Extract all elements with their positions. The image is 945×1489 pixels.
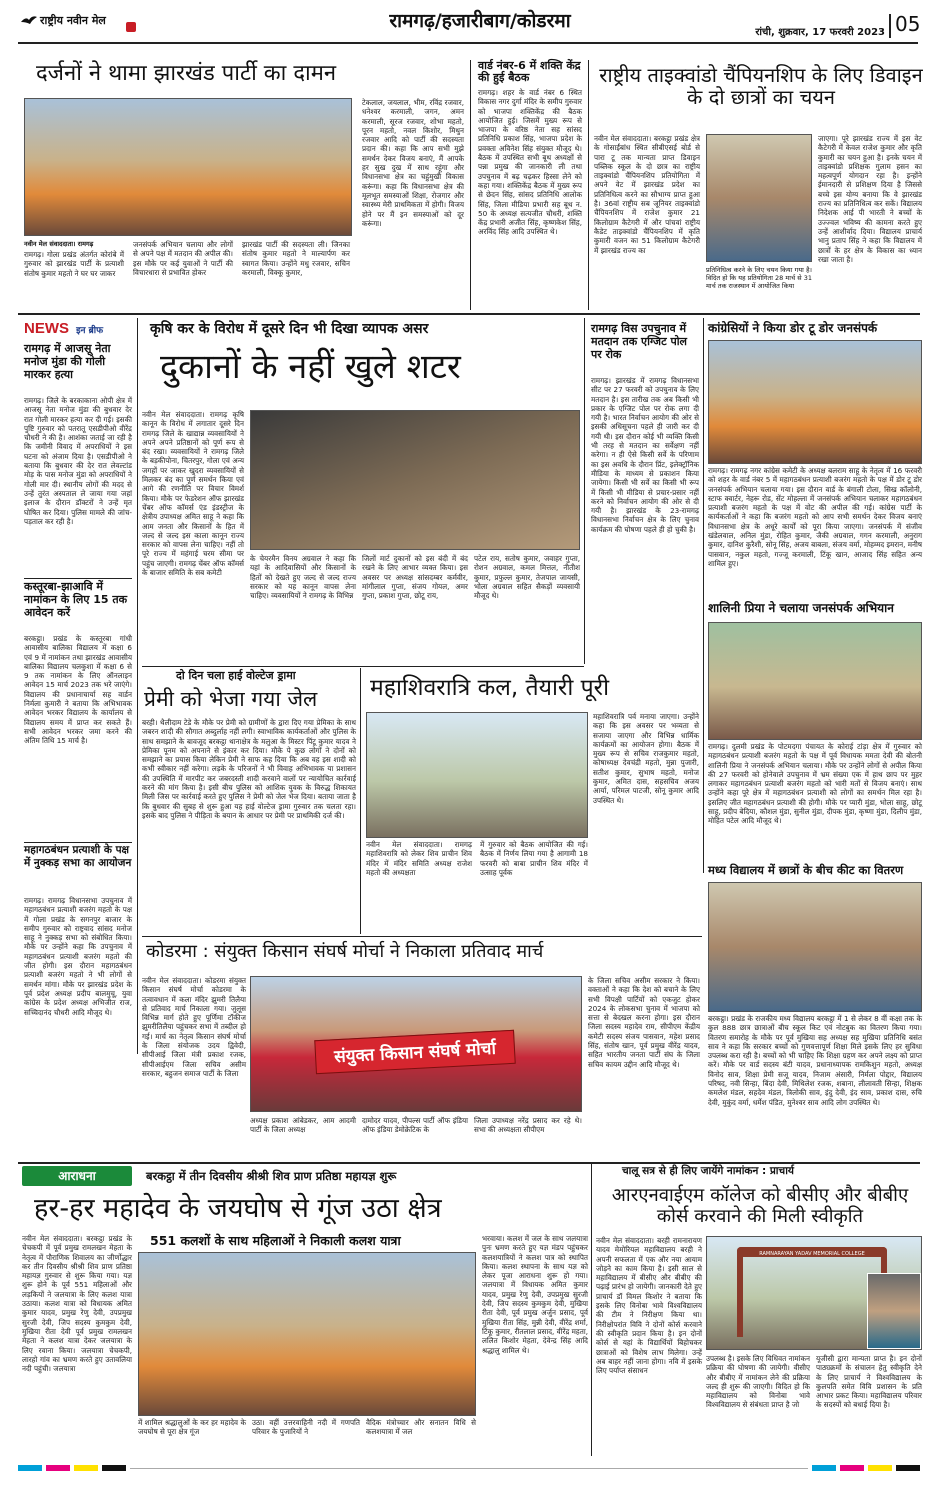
koderma-col4: के जिला सचिव असीम सरकार ने किया। वक्ताओं ने कहा कि देश को बचाने के लिए सभी विपक्षी पार्टियों को एकजुट होकर 2024 के लोकसभा चुनाव में भाजपा को सत्ता से बेदखल करना होगा। इस दौरान जिला सदस्य महादेव राम, सीपीएम केंद्रीय कमेटी सदस्य संजय पासवान, महेश प्रसाद सिंह, संतोष खान, पूर्व प्रमुख वीरेंद्र यादव, सहित भारतीय जनता पार्टी संघ के जिला सचिव कायम उद्दीन आदि मौजूद थे। <box>588 976 703 1069</box>
jmm-col4: टेकलाल, जयलाल, भीम, रविंद्र रजवार, धनेश्वर करमाली, जगन, अमन करमाली, सूरज रजवार, शोभा महतो, पूरन महतो, नवल किशोर, मिथुन रजवार आदि को पार्टी की सदस्यता प्रदान की। कहा कि आप सभी मुझे समर्थन देकर विजय बनाएं, मैं आपके हर सुख दुख में साथ रहूंगा और विधानसभा क्षेत्र का चहुंमुखी विकास करूंगा। कहा कि विधानसभा क्षेत्र की मूलभूत समस्याओं शिक्षा, रोजगार और स्वास्थ्य मेरी प्राथमिकता में होगी। विजय होने पर मैं इन समस्याओं को दूर करूंगा। <box>362 98 467 228</box>
schoolkit-body: बरकट्ठा। प्रखंड के राजकीय मध्य विद्यालय बरकट्ठा में 1 से लेकर 8 वीं कक्षा तक के कुल 888 छात्र छात्राओं बीच स्कूल किट एवं नोटबुक का वितरण किया गया। वितरण समारोह के मौके पर पूर्व मुखिया सह अध्यक्ष सह मुखिया प्रतिनिधि बसंत साव ने कहा कि सरकार बच्चों को गुणवत्तापूर्ण शिक्षा मिले इसके लिए हर सुविधा उपलब्ध करा रही है। बच्चों को भी चाहिए कि शिक्षा ग्रहण कर अपने लक्ष्य को प्राप्त करें। मौके पर वार्ड सदस्य बंटी यादव, प्रधानाध्यापक रामकिशुन महतो, अध्यक्ष विनोद साव, शिक्षा प्रेमी सजू यादव, निजाम अंसारी, निर्मला पोद्दार, विद्यालय परिषद, नवी सिन्हा, बिंदा देवी, मिथिलेश रजक, शबाना, लीलावती सिन्हा, शिक्षक कमलेश मंडल, सहदेव मंडल, त्रिलोकी साव, इंदु देवी, इंद साव, प्रकाश दास, रुचि देवी, मुकुंद वर्मा, धर्मेश पंडित, मुनेश्वर साव आदि लोग उपस्थित थे। <box>708 1014 925 1107</box>
koderma-headline: कोडरमा : संयुक्त किसान संघर्ष मोर्चा ने निकाला प्रतिवाद मार्च <box>146 941 544 962</box>
brief-rule-1 <box>24 578 132 579</box>
shutter-kicker: कृषि कर के विरोध में दूसरे दिन भी दिखा व्यापक असर <box>150 321 429 337</box>
aradhana-kicker: बरकट्ठा में तीन दिवसीय श्रीश्री शिव प्राण प्रतिष्ठा महायज्ञ शुरू <box>146 1169 397 1183</box>
koderma-caption3: जिला उपाध्यक्ष नरेंद्र प्रसाद कर रहे थे। सभा की अध्यक्षता सीपीएम <box>474 1116 585 1135</box>
vrule-d <box>703 318 704 873</box>
shutter-col3: पटेल राय, सतोष कुमार, जवाहर गुप्ता, रोशन अग्रवाल, कमल मित्तल, नीतीश कुमार, प्रफुल्ल कुमार, तेजपाल जायसी, भोला अग्रवाल सहित सैकड़ों व्यवसायी मौजूद थे। <box>474 554 583 601</box>
taekwondo-col3: जाएगा। पूरे झारखंड राज्य में इस वेट कैटेगरी में केवल राजेश कुमार और कृति कुमारी का चयन हुआ है। इनके चयन में ताइक्वांडो प्रशिक्षक गुलाम हसन का महत्वपूर्ण योगदान रहा है। इन्होंने ईमानदारी से प्रशिक्षण दिया है जिससे बच्चे इस योग्य बनाया कि वे झारखंड राज्य का प्रतिनिधित्व कर सकें। विद्यालय निदेशक आई पी भारती ने बच्चों के उज्ज्वल भविष्य की कामना करते हुए उन्हें आशीर्वाद दिया। विद्यालय प्राचार्य भानु प्रताप सिंह ने कहा कि विद्यालय में छात्रों के हर क्षेत्र के विकास का ध्यान रखा जाता है। <box>818 134 925 264</box>
congress-headline: कांग्रेसियों ने किया डोर टू डोर जनसंपर्क <box>708 321 878 335</box>
page-number: 05 <box>895 12 921 36</box>
college-photo <box>706 1236 922 1350</box>
shalini-photo <box>708 622 922 740</box>
brief-rule-2 <box>24 842 132 843</box>
hrule-2 <box>18 1162 920 1164</box>
vrule-c <box>584 318 585 664</box>
congress-body: रामगढ़। रामगढ़ नगर कांग्रेस कमेटी के अध्यक्ष बलराम साहू के नेतृत्व में 16 फरवरी को शहर के वार्ड नंबर 5 में महागठबंधन प्रत्याशी बजरंग महतो के पक्ष में डोर टू डोर जनसंपर्क अभियान चलाया गया। इस दौरान वार्ड के बंगाली टोला, सिख कॉलोनी, स्टाफ क्वार्टर, नेहरू रोड, सेंट मोहल्ला में जनसंपर्क अभियान चलाकर महागठबंधन प्रत्याशी बजरंग महतो के पक्ष में वोट की अपील की गई। कांग्रेस पार्टी के कार्यकर्ताओं ने कहा कि बजरंग महतो को आप सभी समर्थन देकर विजय बनाएं विधानसभा क्षेत्र के अधूरे कार्यों को पूरा किया जाएगा। जनसंपर्क में संजीव खंडेलवाल, अनिल मुंडा, रोहित कुमार, जैकी अग्रवाल, गगन करमाली, अनुराग कुमार, दानिश कुरैशी, सोनू सिंह, अजय बाबला, संजय वर्मा, मोहम्मद इमरान, मनीष पासवान, नकुल महतो, गज्जू करमाली, टिंकू खान, आजाद सिंह सहित अन्य शामिल हुए। <box>708 466 925 568</box>
poll-headline: रामगढ़ विस उपचुनाव में मतदान तक एग्जिट पोल पर रोक <box>591 322 688 361</box>
vrule-e <box>360 668 361 934</box>
section-title: रामगढ़/हजारीबाग/कोडरमा <box>389 10 571 32</box>
aradhana-photo-headline: 551 कलशों के साथ महिलाओं ने निकाली कलश यात्रा <box>150 1233 401 1248</box>
shivratri-col2: में गुरुवार को बैठक आयोजित की गई। बैठक में निर्णय लिया गया है आगामी 18 फरवरी को बाबा प्राचीन शिव मंदिर में उत्साह पूर्वक <box>480 840 591 877</box>
news-label2: इन ब्रीफ <box>76 326 104 336</box>
jmm-col1: रामगढ़। गोला प्रखंड अंतर्गत कोरांबे में गुरुवार को झारखंड पार्टी के प्रत्याशी संतोष कुमार महतो ने घर घर जाकर <box>24 250 127 278</box>
college-col1: नवीन मेल संवाददाता। बरही रामनारायण यादव मेमोरियल महाविद्यालय बरही ने अपनी सफलता में एक और नया आयाम जोड़ने का काम किया है। इसी साल से महाविद्यालय में बीसीए और बीबीए की पढ़ाई प्रारंभ हो जायेगी। जानकारी देते हुए प्राचार्य डॉ विमल किशोर ने बताया कि इसके लिए विनोबा भावे विश्वविद्यालय की टीम ने निरीक्षण किया था। निरीक्षोपरांत विवि ने दोनों कोर्स करवाने की स्वीकृति प्रदान किया है। इन दोनों कोर्स से यहां के विद्यार्थियों बिहोचकर छात्राओं को विशेष लाभ मिलेगा। उन्हें अब बाहर नहीं जाना होगा। नवि में इसके लिए पर्याप्त संसाधन <box>596 1236 705 1376</box>
jmm-col3: झारखंड पार्टी की सदस्यता ली। जिनका संतोष कुमार महतो ने माल्यार्पण कर स्वागत किया। उन्होंने मधु रजवार, सचिन करमाली, विक्कू कुमार, <box>242 240 353 277</box>
dateline: रांची, शुक्रवार, 17 फरवरी 2023 <box>755 27 885 38</box>
koderma-caption2: दामोदर यादव, पीपल्स पार्टी ऑफ इंडिया ऑफ इंडिया डेमोक्रेटिक के <box>362 1116 471 1135</box>
hrule-koderma-top <box>142 936 702 937</box>
paper-name: राष्ट्रीय नवीन मेल <box>40 14 106 27</box>
college-headline: आरएनवाईएम कॉलेज को बीसीए और बीबीए कोर्स करवाने की मिली स्वीकृति <box>611 1185 909 1227</box>
schoolkit-photo <box>708 882 922 1012</box>
brief2-body: बरकट्ठा। प्रखंड के कस्तूरबा गांधी आवासीय बालिका विद्यालय में कक्षा 6 एवं 9 में नामांकन तथा झारखंड आवासीय बालिका विद्यालय चलकुशा में कक्षा 6 से 9 तक नामांकन के लिए ऑनलाइन आवेदन 15 मार्च 2023 तक भरे जाएंगे। विद्यालय की प्रधानाचार्या सह वार्डन निर्मला कुमारी ने बताया कि अभिभावक आवेदन भरकर विद्यालय के कार्यालय से विद्यालय समय में प्राप्त कर सकते हैं। सभी आवेदन भरकर जमा करने की अंतिम तिथि 15 मार्च है। <box>24 634 135 746</box>
news-brief-label <box>24 318 132 340</box>
aradhana-headline: हर-हर महादेव के जयघोष से गूंज उठा क्षेत्र <box>34 1193 442 1224</box>
masthead <box>0 0 945 44</box>
shivratri-col3: महाशिवरात्रि पर्व मनाया जाएगा। उन्होंने कहा कि इस अवसर पर भव्यता से सजाया जाएगा और विभिन्न धार्मिक कार्यक्रमों का आयोजन होगा। बैठक में मुख्य रूप से सचिव राजकुमार महतो, कोषाध्यक्ष देवचंद्री महतो, मुन्ना पुजारी, सतीश कुमार, सुभाष महतो, मनोज कुमार, अमित दास, सहसचिव अजय आर्या, परिमल पाटजी, सोनू कुमार आदि उपस्थित थे। <box>593 712 702 805</box>
premi-body: बरही। थैलीदाम टेडे के मौके पर प्रेमी को ग्रामीणों के द्वारा दिए गया प्रेमिका के साथ जबरन शादी की सौगात अब्दुर्लाह नहीं लगी। स्वाभाविक कार्यकर्ताओं और पुलिस के साथ समझाने के बावजूद बरकट्ठा थानाक्षेत्र के मलुआ के मिस्टर पिंटू कुमार यादव ने प्रेमिका पूनम को अपनाने से इंकार कर दिया। मौके पे कुछ लोगों ने दोनों को समझाने का प्रयास किया लेकिन प्रेमी ने साफ कह दिया कि अब वह इस शादी को कभी स्वीकार नहीं करेगा। लड़के के परिजनों ने भी विवाह अभिभावक या प्रशासन की उपस्थिति में मारपीट कर जबरदस्ती शादी करवाने वालों पर न्यायोचित कार्रवाई करने की मांग किया है। इसी बीच पुलिस को आशिक युवक के विरुद्ध शिकायत मिली जिस पर कार्रवाई करते हुए पुलिस ने प्रेमी को जेल भेज दिया। बताया जाता है कि बुधवार की सुबह से शुरू हुआ यह हाई वोल्टेज ड्रामा गुरुवार तक चलता रहा। इसके बाद पुलिस ने पीड़िता के बयान के आधार पर प्रेमी पर प्राथमिकी दर्ज की। <box>142 718 359 820</box>
taekwondo-headline: राष्ट्रीय ताइक्वांडो चैंपियनशिप के लिए डिवाइन के दो छात्रों का चयन <box>599 63 923 110</box>
page-divider <box>889 14 891 38</box>
aradhana-caption3: वैदिक मंत्रोच्चार और सनातन विधि से कलशयात्रा में जल <box>366 1418 479 1437</box>
koderma-photo <box>250 976 582 1112</box>
shutter-col2: जिलों मार्ट दुकानों को इस बंदी में बंद रखने के लिए आभार व्यक्त किया। इस अवसर पर अध्यक्ष सांसदम्बर कर्मवीर, मांगीलाल गुप्ता, संजय गोयल, अमर गुप्ता, प्रकाश गुप्ता, छोटू राय, <box>362 554 471 601</box>
aradhana-caption1: में शामिल श्रद्धालुओं के कर हर महादेव के जयघोष से पूरा क्षेत्र गूंज <box>138 1418 249 1437</box>
premi-kicker: दो दिन चला हाई वोल्टेज ड्रामा <box>176 669 296 682</box>
jmm-headline: दर्जनों ने थामा झारखंड पार्टी का दामन <box>36 61 337 86</box>
shivratri-headline: महाशिवरात्रि कल, तैयारी पूरी <box>370 675 610 701</box>
aradhana-photo <box>138 1252 476 1416</box>
ward-headline: वार्ड नंबर-6 में शक्ति केंद्र की हुई बैठक <box>478 59 581 85</box>
shutter-col1: नवीन मेल संवाददाता। रामगढ़ कृषि कानून के विरोध में लगातार दूसरे दिन रामगढ़ जिले के खाद्यान्न व्यवसायियों ने अपने अपने प्रतिष्ठानों को पूर्ण रूप से बंद रखा। व्यवसायियों ने रामगढ़ जिले के बड़कीपोना, चितरपुर, गोला एवं अन्य जगहों पर जाकर खुदरा व्यवसायियों से मिलकर बंद का पूर्ण समर्थन किया एवं आगे की रणनीति पर विचार विमर्श किया। मौके पर फेडरेशन ऑफ झारखंड चेंबर ऑफ कॉमर्स एंड इंडस्ट्रीज के क्षेत्रीय उपाध्यक्ष अमित साहू ने कहा कि आम जनता और किसानों के हित में जल्द से जल्द इस काला कानून राज्य सरकार को वापस लेना चाहिए। नहीं तो पूरे राज्य में महंगाई चरम सीमा पर पहुंच जाएगी। रामगढ़ चेंबर ऑफ कॉमर्स के बाजार समिति के सब कमेटी <box>142 410 247 578</box>
college-gate-text: RAMNARAYAN YADAV MEMORIAL COLLEGE <box>741 1251 883 1257</box>
hrule-1 <box>18 313 920 315</box>
aradhana-col4: भरवाया। कलश में जल के साथ जलयात्रा पुनः भ्रमण करते हुए यज्ञ मंडप पहुंचकर कलशयात्रियों ने कलश पात्र को स्थापित किया। कलश स्थापना के साथ यज्ञ को लेकर पूजा आराधना शुरू हो गया। जलयात्रा में विधायक अमित कुमार यादव, प्रमुख रेणु देवी, उपप्रमुख सुरजी देवी, जिप सदस्य कुमकुम देवी, मुखिया रीता देवी, पूर्व प्रमुख अर्जुन प्रसाद, पूर्व मुखिया रीता सिंह, मुन्नी देवी, वीरेंद्र शर्मा, टिंकू कुमार, रीतलाल प्रसाद, वीरेंद्र महता, ललित किशोर मेहता, देवेन्द्र सिंह आदि श्रद्धालु शामिल थे। <box>482 1234 591 1355</box>
color-strip-top <box>126 22 136 32</box>
brief1-headline: रामगढ़ में आजसू नेता मनोज मुंडा की गोली मारकर हत्या <box>24 342 111 381</box>
vrule-b <box>588 60 589 310</box>
college-kicker: चालू सत्र से ही लिए जायेंगे नामांकन : प्राचार्य <box>622 1165 795 1177</box>
aradhana-label-text: आराधना <box>58 1169 96 1183</box>
shivratri-caption: नवीन मेल संवाददाता। रामगढ़ महाशिवरात्रि को लेकर शिव प्राचीन शिव मंदिर में मंदिर समिति अध्यक्ष राजेश महतो की अध्यक्षता <box>366 840 475 877</box>
bird-icon <box>20 14 38 28</box>
vrule-brief <box>137 318 138 1054</box>
hrule-shutter <box>142 666 584 667</box>
taekwondo-col1: नवीन मेल संवाददाता। बरकट्ठा प्रखंड क्षेत्र के गोसाईंबांध स्थित सीबीएसई बोर्ड से पारा टू तक मान्यता प्राप्त डिवाइन पब्लिक स्कूल के दो छात्र का राष्ट्रीय ताइक्वांडो चैंपियनशिप प्रतियोगिता में अपने वेट में झारखंड प्रदेश का प्रतिनिधित्व करने का सौभाग्य प्राप्त हुआ है। 36वां राष्ट्रीय सब जूनियर ताइक्वांडो चैंपियनशिप में राजेश कुमार 21 किलोग्राम कैटेगरी में और पांचवां राष्ट्रीय कैडेट ताइक्वांडो चैंपियनशिप में कृति कुमारी वजन का 51 किलोग्राम कैटेगरी में झारखंड राज्य का <box>594 134 703 255</box>
shutter-caption: के चेयरमैन विनय अग्रवाल ने कहा कि यहां के आदिवासियों और किसानों के हितों को देखते हुए जल्द से जल्द राज्य सरकार को यह कानून वापस लेना चाहिए। व्यवसायियों ने रामगढ़ के विभिन्न <box>250 554 359 601</box>
aradhana-caption2: उठा। वहीं उत्तरवाहिनी नदी में गणपति परिवार के पुजारियों ने <box>252 1418 363 1437</box>
news-label: NEWS <box>24 320 69 337</box>
jmm-caption: नवीन मेल संवाददाता। रामगढ़ <box>24 240 94 248</box>
vrule-a <box>470 60 471 310</box>
koderma-banner <box>314 1030 516 1074</box>
brief3-headline: महागठबंधन प्रत्याशी के पक्ष में नुक्कड़ सभा का आयोजन <box>24 844 132 869</box>
taekwondo-caption: प्रतिनिधित्व करने के लिए चयन किया गया है। विदित हो कि यह प्रतियोगिता 28 मार्च से 31 मार्च तक राजस्थान में आयोजित किया <box>706 266 812 290</box>
footer-register-strip <box>18 1464 920 1472</box>
vrule-f <box>591 1164 592 1456</box>
brief3-body: रामगढ़। रामगढ़ विधानसभा उपचुनाव में महागठबंधन प्रत्याशी बजरंग महतो के पक्ष में गोला प्रखंड के सगनपुर बाजार के समीप गुरुवार को राष्ट्रवाद सांसद मनोज साहू ने नुक्कड़ सभा को संबोधित किया। मौके पर उन्होंने कहा कि उपचुनाव में महागठबंधन प्रत्याशी बजरंग महतो की जीत होगी। इस दौरान महागठबंधन प्रत्याशी बजरंग महतो ने भी लोगों से समर्थन मांगा। मौके पर झारखंड प्रदेश के पूर्व प्रदेश अध्यक्ष प्रदीप बालमुचू, युवा कांग्रेस के प्रदेश अध्यक्ष अभिजीत राज, सच्चिदानंद चौधरी आदि मौजूद थे। <box>24 896 135 1017</box>
poll-body: रामगढ़। झारखंड में रामगढ़ विधानसभा सीट पर 27 फरवरी को उपचुनाव के लिए मतदान है। इस तारीख तक अब किसी भी प्रकार के एग्जिट पोल पर रोक लगा दी गयी है। भारत निर्वाचन आयोग की ओर से इसकी अधिसूचना पहले ही जारी कर दी गयी थी। इस दौरान कोई भी व्यक्ति किसी भी तरह से मतदान का सर्वेक्षण नहीं करेगा। न ही ऐसे किसी सर्वे के परिणाम का इस अवधि के दौरान प्रिंट, इलेक्ट्रॉनिक मीडिया के माध्यम से प्रकाशन किया जायेगा। किसी भी सर्वे का किसी भी रूप में किसी भी मीडिया से प्रचार-प्रसार नहीं करने को निर्वाचन आयोग की ओर से दी गयी है। झारखंड के 23-रामगढ़ विधानसभा निर्वाचन क्षेत्र के लिए चुनाव कार्यक्रम की घोषणा पहले ही हो चुकी है। <box>591 376 702 534</box>
shutter-headline: दुकानों के नहीं खुले शटर <box>160 347 461 387</box>
congress-photo <box>708 340 922 464</box>
college-gate <box>737 1247 887 1337</box>
koderma-col1: नवीन मेल संवाददाता। कोडरमा संयुक्त किसान संघर्ष मोर्चा कोडरमा के तत्वावधान में कला मंदिर झुमरी तिलैया से प्रतिवाद मार्च निकाला गया। जुलूस विभिन्न मार्ग होते हुए पूर्णिमा टॉकीज झुमरीतिलैया पहुंचकर सभा में तब्दील हो गई। मार्च का नेतृत्व किसान संघर्ष मोर्चा के जिला संयोजक उदय द्विवेदी, सीपीआई जिला मंत्री प्रकाश रजक, सीपीआईएम जिला सचिव असीम सरकार, बहुजन समाज पार्टी के जिला <box>142 976 249 1078</box>
brief2-headline: कस्तूरबा-झाआवि में नामांकन के लिए 15 तक आवेदन करें <box>24 580 128 619</box>
taekwondo-photo <box>706 134 812 262</box>
brief1-body: रामगढ़। जिले के बरकाकाना ओपी क्षेत्र में आजसू नेता मनोज मुंडा की बुधवार देर रात गोली मारकर हत्या कर दी गई। इसकी पुष्टि गुरुवार को पतरातू एसडीपीओ वीरेंद्र चौधरी ने की है। आशंका जताई जा रही है कि जमीनी विवाद में अपराधियों ने इस घटना को अंजाम दिया है। एसडीपीओ ने बताया कि बुधवार की देर रात लेवल्टांड मोड़ के पास मनोज मुंडा को अपराधियों ने गोली मार दी। स्थानीय लोगों की मदद से उन्हें तुरंत अस्पताल ले जाया गया जहां इलाज के दौरान डॉक्टरों ने उन्हें मृत घोषित कर दिया। पुलिस मामले की जांच-पड़ताल कर रही है। <box>24 396 135 526</box>
schoolkit-headline: मध्य विद्यालय में छात्रों के बीच कीट का वितरण <box>708 863 904 877</box>
college-inset-photo <box>867 1273 921 1349</box>
jmm-col2: जनसंपर्क अभियान चलाया और लोगों से अपने पक्ष में मतदान की अपील की। इस मौके पर कई युवाओं ने पार्टी की विचारधारा से प्रभावित होकर <box>133 240 236 277</box>
koderma-caption1: अध्यक्ष प्रकाश आंबेडकर, आम आदमी पार्टी के जिला अध्यक्ष <box>250 1116 359 1135</box>
college-col3: यूजीसी द्वारा मान्यता प्राप्त है। इन दोनों पाठ्यक्रमों के संचालन हेतु स्वीकृति देने के लिए प्राचार्य ने विश्वविद्यालय के कुलपति समेत विवि प्रशासन के प्रति आभार प्रकट किया। महाविद्यालय परिवार के सदस्यों को बधाई दिया है। <box>816 1354 925 1410</box>
shivratri-photo <box>366 712 588 838</box>
aradhana-label <box>22 1166 132 1186</box>
ward-body: रामगढ़। शहर के वार्ड नंबर 6 स्थित विकास नगर दुर्गा मंदिर के समीप गुरुवार को भाजपा शक्तिकेंद्र की बैठक आयोजित हुई। जिसमें मुख्य रूप से भाजपा के वरिष्ठ नेता सह सांसद प्रतिनिधि प्रकाश सिंह, भाजपा प्रदेश के प्रवक्ता अविनेश सिंह संयुक्त मौजूद थे। बैठक में उपस्थित सभी बूथ अध्यक्षों से पन्ना प्रमुख की जानकारी ली तथा उपचुनाव में बढ़ चढ़कर हिस्सा लेने को कहा गया। शक्तिकेंद्र बैठक में मुख्य रूप से छेदन सिंह, सांसद प्रतिनिधि आलोक सिंह, जिला मीडिया प्रभारी सह बूथ न. 50 के अध्यक्ष सत्यजीत चौधरी, शक्ति केंद्र प्रभारी अजीत सिंह, कृष्णकेश सिंह, अरविंद सिंह आदि उपस्थित थे। <box>478 88 585 237</box>
shutter-photo <box>250 410 580 550</box>
jmm-photo <box>24 98 352 236</box>
college-caption: उपलब्ध है। इसके लिए विधिवत नामांकन प्रक्रिया की घोषणा की जायेगी। वीसीए और बीबीए में नामांकन लेने की प्रक्रिया जल्द ही शुरू की जाएगी। विदित हो कि महाविद्यालय को विनोबा भावे विश्वविद्यालय से संबंधता प्राप्त है जो <box>706 1354 813 1410</box>
shalini-body: रामगढ़। दुलमी प्रखंड के पोटमदगा पंचायत के कोराई टांड़ा क्षेत्र में गुरुवार को महागठबंधन प्रत्याशी बजरंग महतो के पक्ष में पूर्व विधायक ममता देवी की बोतनी शालिनी प्रिया ने जनसंपर्क अभियान चलाया। मौके पर उन्होंने लोगों से अपील किया की 27 फरवरी को होनेवाले उपचुनाव में भ्रम संख्या एक में हाथ छाप पर मुहर लगाकर महागठबंधन प्रत्याशी बजरंग महतो को भारी मतों से विजय बनाएं। साथ उन्होंने कहा पूरे क्षेत्र में महागठबंधन प्रत्याशी को लोगों का समर्थन मिल रहा है। इसलिए जीत महागठबंधन प्रत्याशी की होगी। मौके पर प्यारी मुंडा, भोला साहू, छोटू साहू, प्रदीप बेदिया, कौशल मुंडा, सुनील मुंडा, दीपक मुंडा, कृष्णा मुंडा, दिलीप मुंडा, मोहित पटेल आदि मौजूद थे। <box>708 742 925 826</box>
premi-headline: प्रेमी को भेजा गया जेल <box>144 687 318 711</box>
koderma-banner-text: संयुक्त किसान संघर्ष मोर्चा <box>333 1038 497 1068</box>
shalini-headline: शालिनी प्रिया ने चलाया जनसंपर्क अभियान <box>708 601 894 615</box>
aradhana-col1: नवीन मेल संवाददाता। बरकट्ठा प्रखंड के चेचकपी में पूर्व प्रमुख रामलखन मेहता के नेतृत्व में पौराणिक शिवालय का जीर्णोद्धार कर तीन दिवसीय श्रीश्री शिव प्राण प्रतिष्ठा महायज्ञ गुरुवार से शुरू किया गया। यज्ञ शुरू होने के पूर्व 551 महिलाओं और लड़कियों ने जलयात्रा के लिए कलश यात्रा उठाया। कलश यात्रा को विधायक अमित कुमार यादव, प्रमुख रेणु देवी, उपप्रमुख सुरजी देवी, जिप सदस्य कुमकुम देवी, मुखिया रीता देवी पूर्व प्रमुख रामलखन मेहता ने कलश यात्रा देकर जलयात्रा के लिए रवाना किया। जलयात्रा चेचकपी, लारहो गांव का भ्रमण करते हुए उतावलिया नदी पहुंची। जलयात्रा <box>22 1234 135 1374</box>
masthead-rule <box>18 42 918 44</box>
